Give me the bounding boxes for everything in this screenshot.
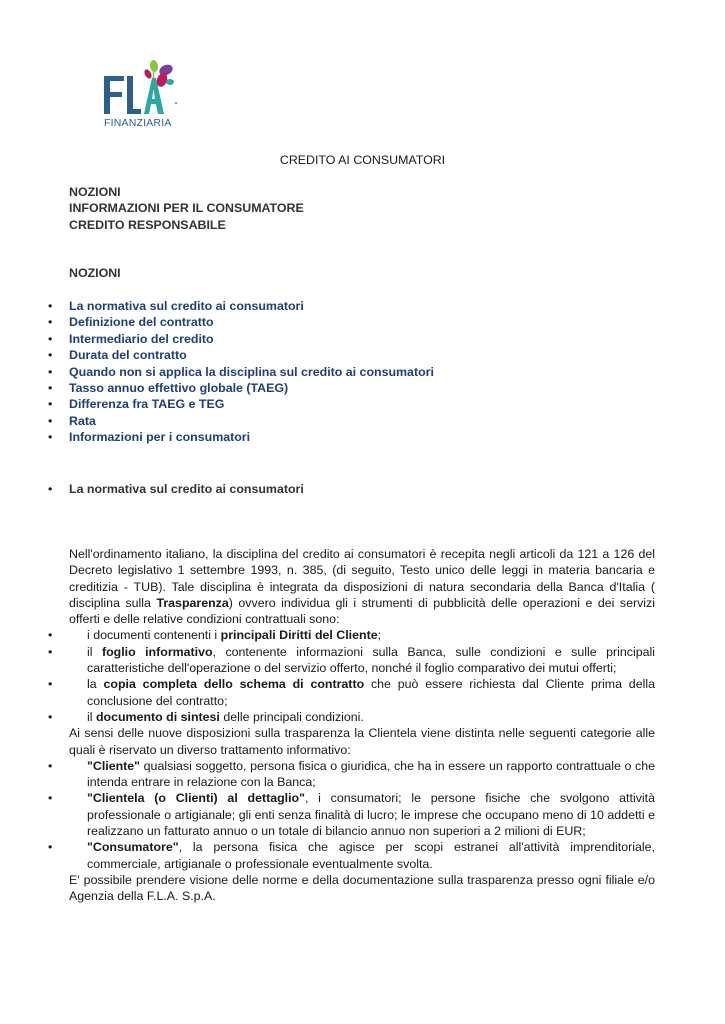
list-item (44, 396, 434, 412)
list-item (44, 314, 434, 330)
toc-item-nozioni: NOZIONI (69, 185, 121, 199)
categories-list (48, 758, 655, 872)
link-informazioni[interactable]: Informazioni per i consumatori (69, 430, 251, 445)
list-item (48, 839, 655, 872)
link-taeg[interactable]: Tasso annuo effettivo globale (TAEG) (69, 381, 289, 396)
list-item (48, 676, 655, 709)
list-item (48, 709, 655, 725)
nozioni-heading: NOZIONI (69, 266, 121, 280)
nozioni-link-list (44, 298, 434, 446)
item-text: qualsiasi soggetto, persona fisica o giuridica, che ha in essere un rapporto contrattuale o che intenda entrare in relazione con la Banca; (87, 758, 655, 790)
section-index (69, 184, 304, 233)
bullet-icon: • (48, 628, 53, 643)
toc-item-credito-responsabile: CREDITO RESPONSABILE (69, 217, 226, 232)
item-text: che può essere richiesta dal Cliente prima della conclusione del contratto; (87, 677, 655, 708)
bullet-icon: • (48, 381, 53, 396)
intro-text-b: ) ovvero individua gli i strumenti di pubblicità delle operazioni e dei servizi offerti e delle relative condizioni contrattuali sono: (69, 595, 655, 627)
bullet-icon: • (48, 413, 53, 428)
link-durata[interactable]: Durata del contratto (69, 348, 187, 363)
bullet-icon: • (48, 364, 53, 379)
list-item (48, 627, 655, 643)
list-item (44, 331, 434, 347)
item-bold: documento di sintesi (95, 709, 220, 724)
bullet-icon: • (48, 791, 53, 806)
link-normativa[interactable]: La normativa sul credito ai consumatori (69, 299, 304, 313)
bullet-icon: • (48, 758, 53, 773)
section-body (48, 546, 655, 905)
item-text: la (87, 677, 104, 692)
bullet-icon: • (48, 299, 53, 313)
bullet-icon: • (48, 315, 53, 330)
bullet-icon: • (48, 430, 53, 445)
closing-paragraph: E' possibile prendere visione delle norme e della documentazione sulla trasparenza presso ogni filiale e/o Agenzia della F.L.A. S.p.A. (69, 872, 655, 904)
item-text: i documenti contenenti i (87, 628, 221, 643)
item-text: delle principali condizioni. (219, 709, 364, 724)
list-item (44, 380, 434, 396)
item-text: il (87, 644, 102, 659)
intro-text-a: Nell'ordinamento italiano, la disciplina del credito ai consumatori è recepita negli articoli da 121 a 126 del Decreto legislativo 1 settembre 1993, n. 385, (di seguito, Testo unico delle leggi in materia bancaria e creditizia - TUB). Tale disciplina è integrata da disposizioni di natura secondaria della Banca d'Italia ( disciplina sulla (69, 547, 655, 610)
bullet-icon: • (48, 709, 53, 724)
bullet-icon: • (48, 644, 53, 659)
list-item (44, 429, 434, 445)
item-text: il (87, 709, 96, 724)
item-bold: copia completa dello schema di contratto (103, 677, 365, 692)
item-bold: "Cliente" (87, 758, 141, 773)
item-text: , la persona fisica che agisce per scopi estranei all'attività imprenditoriale, commerciale, artigianale o professionale eventualmente svolta. (87, 840, 655, 871)
bullet-icon: • (48, 482, 53, 496)
item-text: ; (377, 628, 382, 643)
item-text: , contenente informazioni sulla Banca, sulle condizioni e sulle principali caratteristiche dell'operazione o del servizio offerto, nonché il foglio comparativo dei mutui offerti; (87, 644, 655, 676)
list-item (44, 298, 434, 314)
list-item (48, 790, 655, 839)
intro-paragraph (69, 546, 655, 627)
logo-wordmark: FINANZIARIA (104, 117, 172, 129)
bullet-icon: • (48, 677, 53, 692)
link-intermediario[interactable]: Intermediario del credito (69, 331, 214, 346)
bullet-icon: • (48, 348, 53, 363)
list-item (44, 413, 434, 429)
list-item (44, 364, 434, 380)
item-bold: foglio informativo (101, 644, 213, 659)
categories-paragraph: Ai sensi delle nuove disposizioni sulla trasparenza la Clientela viene distinta nelle seguenti categorie alle quali è riservato un diverso trattamento informativo: (69, 726, 655, 757)
item-bold: "Clientela (o Clienti) al dettaglio" (87, 791, 305, 806)
link-esclusioni[interactable]: Quando non si applica la disciplina sul credito ai consumatori (69, 364, 434, 379)
documents-list (48, 627, 655, 725)
intro-bold: Trasparenza (156, 595, 229, 610)
link-rata[interactable]: Rata (69, 413, 96, 428)
page-title: CREDITO AI CONSUMATORI (279, 153, 446, 167)
list-item (48, 644, 655, 677)
item-bold: principali Diritti del Cliente (220, 628, 378, 643)
section-title: La normativa sul credito ai consumatori (69, 482, 304, 496)
list-item (48, 758, 655, 791)
bullet-icon: • (48, 840, 53, 855)
item-text: , i consumatori; le persone fisiche che svolgono attività professionale o artigianale; gli enti senza finalità di lucro; le imprese che occupano meno di 10 addetti e realizzano un fatturato annuo o un totale di bilancio annuo non superiori a 2 milioni di EUR; (87, 791, 655, 839)
item-bold: "Consumatore" (87, 840, 179, 855)
bullet-icon: • (48, 331, 53, 346)
bullet-icon: • (48, 397, 53, 412)
link-definizione[interactable]: Definizione del contratto (69, 315, 214, 330)
link-taeg-teg[interactable]: Differenza fra TAEG e TEG (69, 397, 225, 412)
toc-item-informazioni: INFORMAZIONI PER IL CONSUMATORE (69, 201, 304, 216)
list-item (44, 347, 434, 363)
